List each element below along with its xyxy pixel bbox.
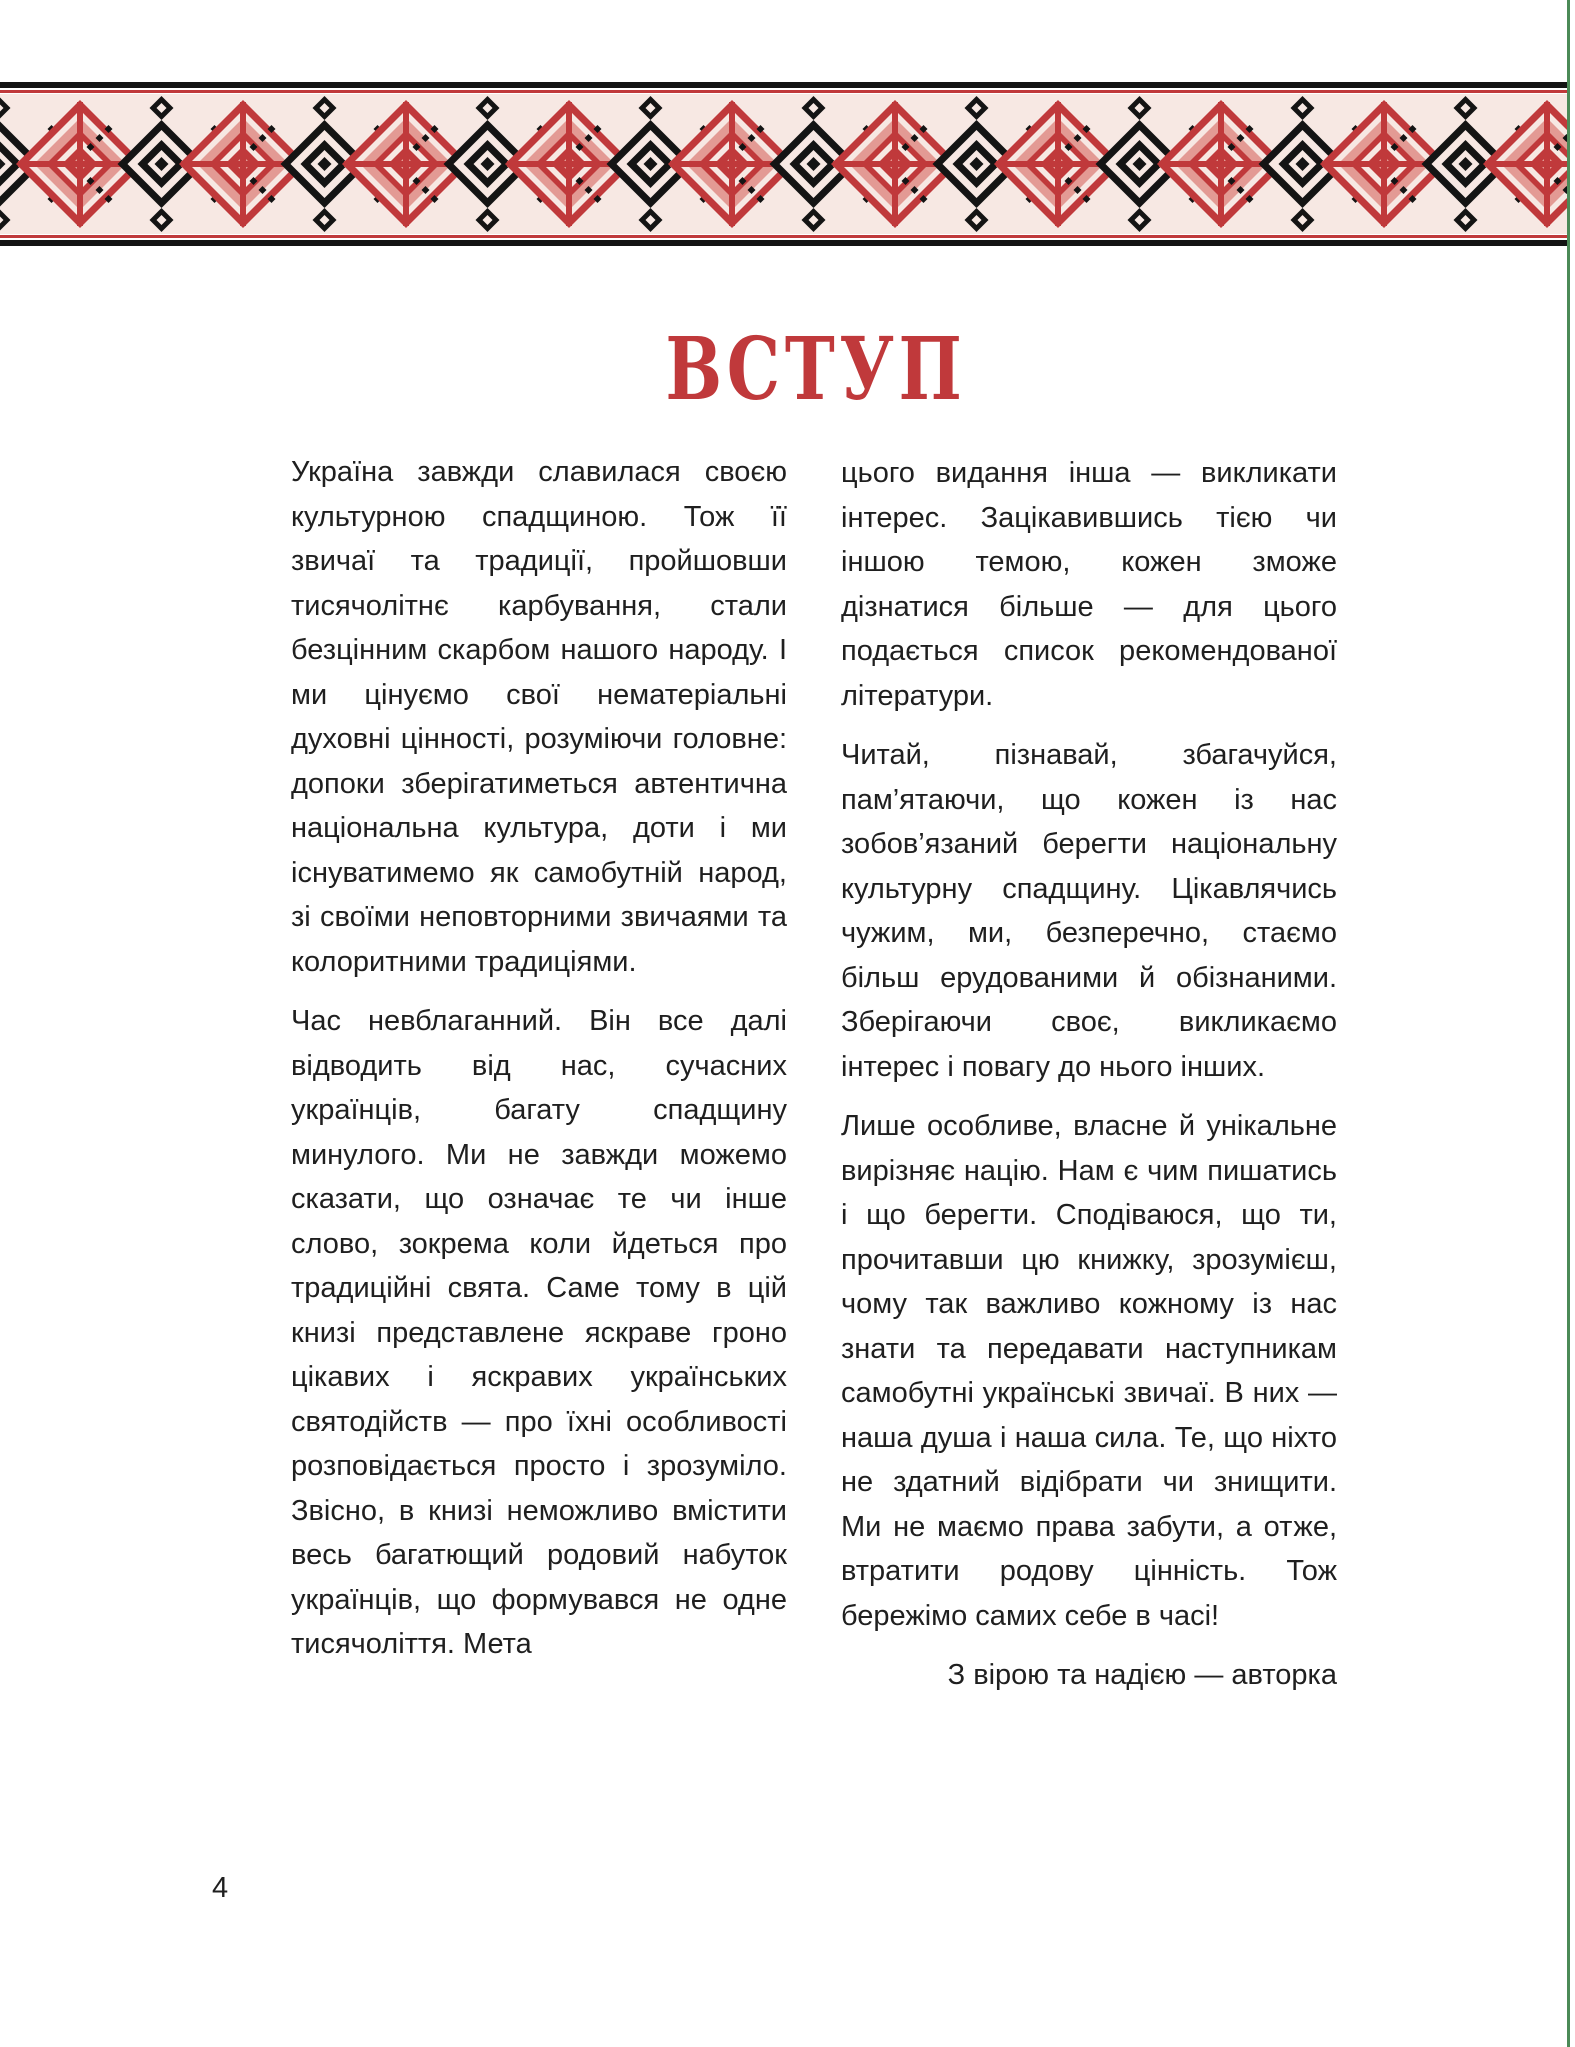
ornament-border-top xyxy=(0,82,1567,88)
ornament-border-bottom-inner xyxy=(0,235,1567,238)
paragraph: цього видання інша — викликати інтерес. Зацікавившись тією чи іншою темою, кожен зможе дізнатися більше — для цього подається список рекомендованої літератури. xyxy=(841,457,1337,712)
page-edge-rule xyxy=(1567,0,1570,2047)
text-column-right xyxy=(841,451,1337,1713)
paragraph: Читай, пізнавай, збагачуйся, пам’ятаючи, що кожен із нас зобов’язаний берегти національну культурну спадщину. Цікавлячись чужим, ми, безперечно, стаємо більш ерудованими й обізнаними. Зберігаючи своє, викликаємо інтерес і повагу до нього інших. xyxy=(841,739,1337,1083)
ornament-border-top-inner xyxy=(0,90,1567,93)
page-title: ВСТУП xyxy=(665,319,967,420)
paragraph: Час невблаганний. Він все далі відводить від нас, сучасних українців, багату спадщину минулого. Ми не завжди можемо сказати, що означає те чи інше слово, зокрема коли йдеться про традиційні свята. Саме тому в цій книзі представлене яскраве гроно цікавих і яскравих українських святодійств — про їхні особливості розповідається просто і зрозуміло. Звісно, в книзі неможливо вмістити весь багатющий родовий набуток українців, що формувався не одне тисячоліття. Мета xyxy=(291,1005,787,1660)
paragraph: Україна завжди славилася своєю культурною спадщиною. Тож її звичаї та традиції, пройшовши тисячолітнє карбування, стали безцінним скарбом нашого народу. І ми цінуємо свої нематеріальні духовні цінності, розуміючи головне: допоки зберігатиметься автентична національна культура, доти і ми існуватимемо як самобутній народ, зі своїми неповторними звичаями та колоритними традиціями. xyxy=(291,456,787,978)
embroidery-ornament-band xyxy=(0,80,1567,248)
ornament-border-bottom xyxy=(0,240,1567,246)
text-column-left xyxy=(291,450,787,1682)
paragraph: Лише особливе, власне й унікальне вирізняє націю. Нам є чим пишатись і що берегти. Сподіваюся, що ти, прочитавши цю книжку, зрозумієш, чому так важливо кожному із нас знати та передавати наступникам самобутні українські звичаї. В них — наша душа і наша сила. Те, що ніхто не здатний відібрати чи знищити. Ми не маємо права забути, а отже, втратити родову цінність. Тож бережімо самих себе в часі! xyxy=(841,1110,1337,1632)
embroidery-pattern xyxy=(0,80,1567,248)
author-signature: З вірою та надією — авторка xyxy=(947,1659,1337,1691)
page-number: 4 xyxy=(212,1872,229,1904)
motif-arm-horizontal xyxy=(1485,161,1567,167)
